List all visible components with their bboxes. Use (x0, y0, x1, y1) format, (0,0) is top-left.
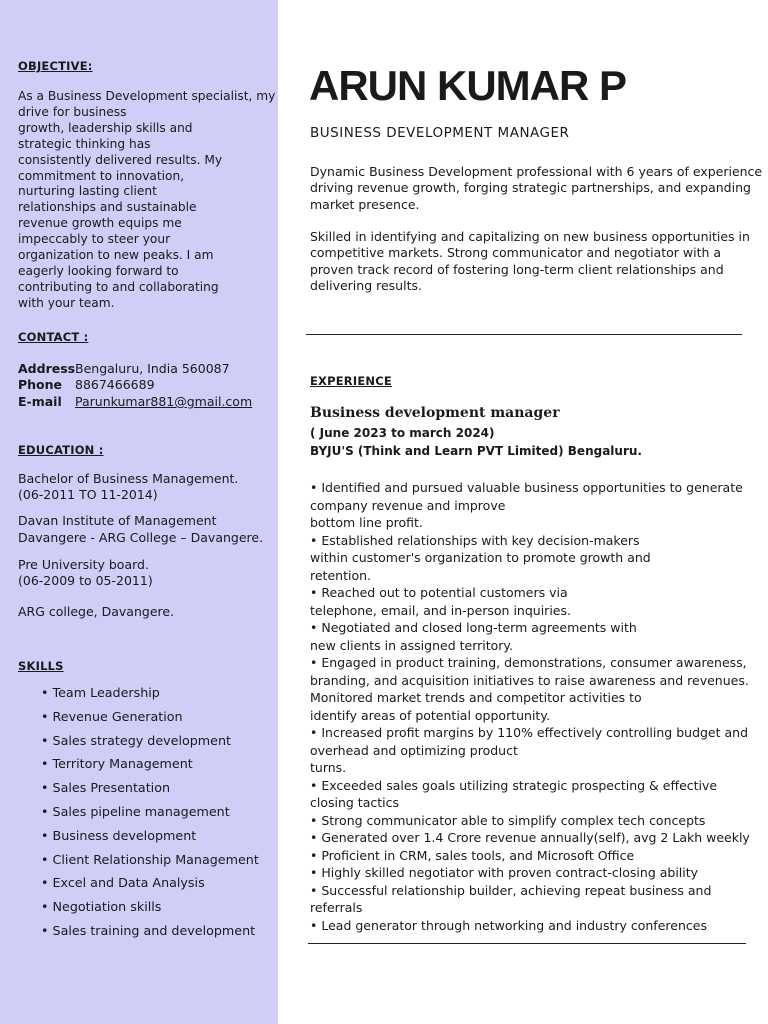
skill-item: • Sales strategy development (41, 733, 259, 757)
bullet-line: • Lead generator through networking and industry conferences (310, 917, 707, 933)
skill-item: • Negotiation skills (41, 899, 259, 923)
sidebar (0, 0, 278, 1024)
bullet-line: • Generated over 1.4 Crore revenue annually(self), avg 2 Lakh weekly (310, 830, 750, 845)
summary-paragraph-2 (310, 229, 750, 294)
bullet-line: turns. (310, 760, 347, 775)
education-heading: EDUCATION : (18, 443, 104, 457)
objective-line: impeccably to steer your (18, 232, 171, 247)
objective-line: revenue growth equips me (18, 216, 182, 231)
objective-line: strategic thinking has (18, 136, 151, 151)
summary-line: market presence. (310, 196, 420, 212)
skill-item: • Sales Presentation (41, 780, 259, 804)
objective-line: nurturing lasting client (18, 184, 157, 199)
bullet-line: • Strong communicator able to simplify complex tech concepts (310, 812, 706, 828)
skills-list (41, 685, 259, 947)
bullet-line: • Established relationships with key decision-makers (310, 532, 640, 548)
skills-heading: SKILLS (18, 659, 64, 673)
phone-value: 8867466689 (75, 377, 155, 392)
objective-heading: OBJECTIVE: (18, 59, 93, 73)
summary-line: Dynamic Business Development professional with 6 years of experience (310, 164, 763, 179)
bullet-line: identify areas of potential opportunity. (310, 707, 550, 723)
bullet-line: • Exceeded sales goals utilizing strategic prospecting & effective (310, 777, 718, 793)
job-company: BYJU'S (Think and Learn PVT Limited) Bengaluru. (310, 444, 642, 458)
education-degree-dates: (06-2011 TO 11-2014) (18, 487, 158, 502)
address-value: Bengaluru, India 560087 (75, 361, 230, 376)
candidate-role: BUSINESS DEVELOPMENT MANAGER (310, 125, 570, 141)
email-label: E-mail (18, 394, 62, 409)
summary-line: driving revenue growth, forging strategic partnerships, and expanding (310, 180, 751, 196)
objective-text (18, 89, 276, 312)
bottom-divider (308, 943, 746, 944)
bullet-line: Monitored market trends and competitor activities to (310, 690, 642, 705)
skill-item: • Client Relationship Management (41, 852, 259, 876)
skill-item: • Sales pipeline management (41, 804, 259, 828)
skill-item: • Business development (41, 828, 259, 852)
bullet-line: • Negotiated and closed long-term agreements with (310, 620, 637, 635)
education-institute-2: Davangere - ARG College – Davangere. (18, 530, 264, 545)
bullet-line: telephone, email, and in-person inquiries. (310, 602, 571, 618)
summary-line: Skilled in identifying and capitalizing on new business opportunities in (310, 229, 750, 244)
bullet-line: company revenue and improve (310, 497, 506, 513)
main-content (278, 0, 768, 1024)
job-dates: ( June 2023 to march 2024) (310, 426, 495, 440)
bullet-line: bottom line profit. (310, 515, 423, 530)
summary-line: delivering results. (310, 277, 422, 293)
contact-heading: CONTACT : (18, 330, 89, 344)
objective-line: eagerly looking forward to (18, 263, 179, 278)
address-label: Address (18, 361, 76, 376)
education-pu-college: ARG college, Davangere. (18, 604, 175, 619)
education-pu-dates: (06-2009 to 05-2011) (18, 573, 153, 588)
bullet-line: overhead and optimizing product (310, 742, 518, 758)
objective-line: organization to new peaks. I am (18, 248, 214, 263)
education-degree: Bachelor of Business Management. (18, 471, 239, 486)
candidate-name: ARUN KUMAR P (309, 62, 626, 109)
objective-line: As a Business Development specialist, my (18, 89, 276, 103)
education-pu: Pre University board. (18, 557, 149, 572)
bullet-line: within customer's organization to promote growth and (310, 550, 651, 565)
skill-item: • Team Leadership (41, 685, 259, 709)
experience-bullets (310, 479, 750, 934)
objective-line: contributing to and collaborating (18, 279, 219, 294)
contact-email (18, 394, 252, 410)
bullet-line: • Identified and pursued valuable business opportunities to generate (310, 480, 743, 495)
job-title: Business development manager (310, 405, 560, 421)
email-link[interactable]: Parunkumar881@gmail.com (75, 394, 253, 409)
skill-item: • Revenue Generation (41, 709, 259, 733)
objective-line: with your team. (18, 295, 115, 310)
objective-line: growth, leadership skills and (18, 120, 193, 135)
bullet-line: • Reached out to potential customers via (310, 585, 568, 600)
phone-label: Phone (18, 377, 63, 392)
summary-paragraph-1 (310, 164, 763, 213)
experience-heading: EXPERIENCE (310, 374, 392, 388)
objective-line: commitment to innovation, (18, 168, 185, 183)
contact-phone (18, 377, 155, 393)
bullet-line: • Highly skilled negotiator with proven contract-closing ability (310, 865, 699, 880)
bullet-line: • Engaged in product training, demonstrations, consumer awareness, (310, 655, 747, 670)
summary-line: proven track record of fostering long-term client relationships and (310, 261, 724, 277)
bullet-line: new clients in assigned territory. (310, 637, 514, 653)
bullet-line: • Successful relationship builder, achieving repeat business and (310, 882, 712, 898)
bullet-line: branding, and acquisition initiatives to raise awareness and revenues. (310, 672, 749, 688)
skill-item: • Territory Management (41, 756, 259, 780)
bullet-line: closing tactics (310, 795, 400, 810)
objective-line: drive for business (18, 104, 127, 119)
summary-line: competitive markets. Strong communicator and negotiator with a (310, 245, 722, 261)
skill-item: • Sales training and development (41, 923, 259, 947)
section-divider (306, 334, 742, 335)
objective-line: relationships and sustainable (18, 200, 197, 215)
bullet-line: retention. (310, 567, 371, 583)
contact-address (18, 361, 230, 377)
bullet-line: • Increased profit margins by 110% effectively controlling budget and (310, 725, 749, 740)
skill-item: • Excel and Data Analysis (41, 875, 259, 899)
bullet-line: referrals (310, 900, 363, 915)
education-institute-1: Davan Institute of Management (18, 513, 217, 528)
bullet-line: • Proficient in CRM, sales tools, and Microsoft Office (310, 847, 635, 863)
objective-line: consistently delivered results. My (18, 152, 223, 167)
